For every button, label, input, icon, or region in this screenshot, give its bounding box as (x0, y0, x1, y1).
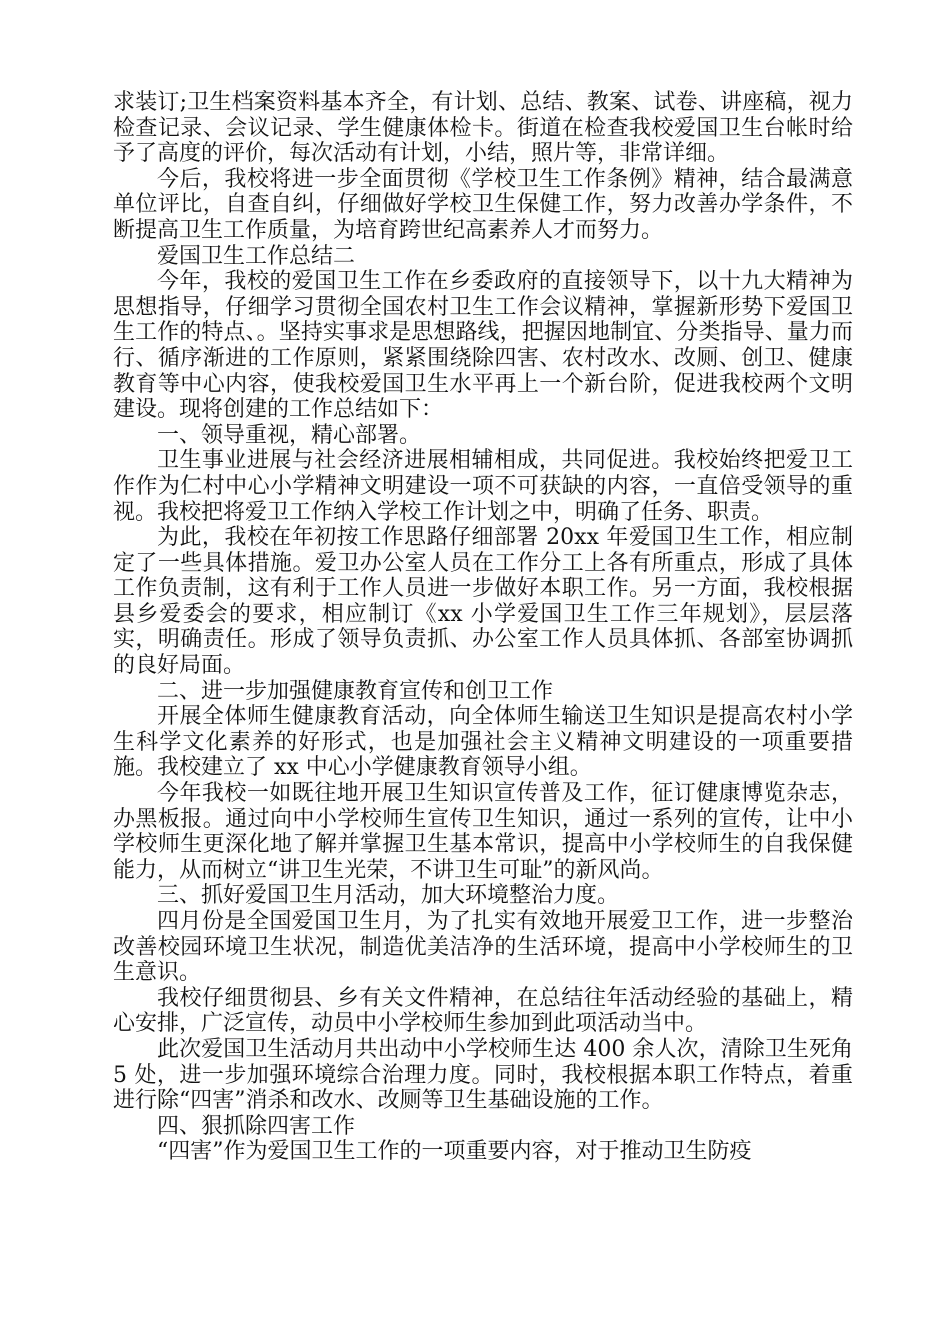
paragraph-1: 求装订;卫生档案资料基本齐全，有计划、总结、教案、试卷、讲座稿，视力检查记录、会议记录、学生健康体检卡。街道在检查我校爱国卫生台帐时给予了高度的评价，每次活动有计划，小结，照片等，非常详细。 (113, 90, 853, 167)
section-heading-summary-2: 爱国卫生工作总结二 (157, 243, 356, 269)
paragraph-2: 今后，我校将进一步全面贯彻《学校卫生工作条例》精神，结合最满意单位评比，自查自纠，仔细做好学校卫生保健工作，努力改善办学条件，不断提高卫生工作质量，为培育跨世纪高素养人才而努力。 (113, 166, 853, 243)
paragraph-11: “四害”作为爱国卫生工作的一项重要内容，对于推动卫生防疫 (157, 1139, 752, 1165)
paragraph-9: 我校仔细贯彻县、乡有关文件精神，在总结往年活动经验的基础上，精心安排，广泛宣传，动员中小学校师生参加到此项活动当中。 (113, 985, 853, 1037)
paragraph-7: 今年我校一如既往地开展卫生知识宣传普及工作，征订健康博览杂志，办黑板报。通过向中小学校师生宣传卫生知识，通过一系列的宣传，让中小学校师生更深化地了解并掌握卫生基本常识，提高中小学校师生的自我保健能力，从而树立“讲卫生光荣，不讲卫生可耻”的新风尚。 (113, 781, 853, 883)
section-heading-1: 一、领导重视，精心部署。 (157, 422, 422, 448)
paragraph-8: 四月份是全国爱国卫生月，为了扎实有效地开展爱卫工作，进一步整治改善校园环境卫生状况，制造优美洁净的生活环境，提高中小学校师生的卫生意识。 (113, 909, 853, 986)
paragraph-3: 今年，我校的爱国卫生工作在乡委政府的直接领导下，以十九大精神为思想指导，仔细学习贯彻全国农村卫生工作会议精神，掌握新形势下爱国卫生工作的特点、。坚持实事求是思想路线，把握因地制宜、分类指导、量力而行、循序渐进的工作原则，紧紧围绕除四害、农村改水、改厕、创卫、健康教育等中心内容，使我校爱国卫生水平再上一个新台阶，促进我校两个文明建设。现将创建的工作总结如下： (113, 269, 853, 423)
section-heading-2: 二、进一步加强健康教育宣传和创卫工作 (157, 678, 554, 704)
document-body (113, 90, 853, 1165)
paragraph-5: 为此，我校在年初按工作思路仔细部署 20xx 年爱国卫生工作，相应制定了一些具体措施。爱卫办公室人员在工作分工上各有所重点，形成了具体工作负责制，这有利于工作人员进一步做好本职工作。另一方面，我校根据县乡爱委会的要求，相应制订《xx 小学爱国卫生工作三年规划》，层层落实，明确责任。形成了领导负责抓、办公室工作人员具体抓、各部室协调抓的良好局面。 (113, 525, 853, 679)
paragraph-4: 卫生事业进展与社会经济进展相辅相成，共同促进。我校始终把爱卫工作作为仁村中心小学精神文明建设一项不可获缺的内容，一直倍受领导的重视。我校把将爱卫工作纳入学校工作计划之中，明确了任务、职责。 (113, 448, 853, 525)
paragraph-6: 开展全体师生健康教育活动，向全体师生输送卫生知识是提高农村小学生科学文化素养的好形式，也是加强社会主义精神文明建设的一项重要措施。我校建立了 xx 中心小学健康教育领导小组。 (113, 704, 853, 781)
section-heading-3: 三、抓好爱国卫生月活动，加大环境整治力度。 (157, 883, 620, 909)
section-heading-4: 四、狠抓除四害工作 (157, 1113, 356, 1139)
paragraph-10: 此次爱国卫生活动月共出动中小学校师生达 400 余人次，清除卫生死角 5 处，进一步加强环境综合治理力度。同时，我校根据本职工作特点，着重进行除“四害”消杀和改水、改厕等卫生基础设施的工作。 (113, 1036, 853, 1114)
